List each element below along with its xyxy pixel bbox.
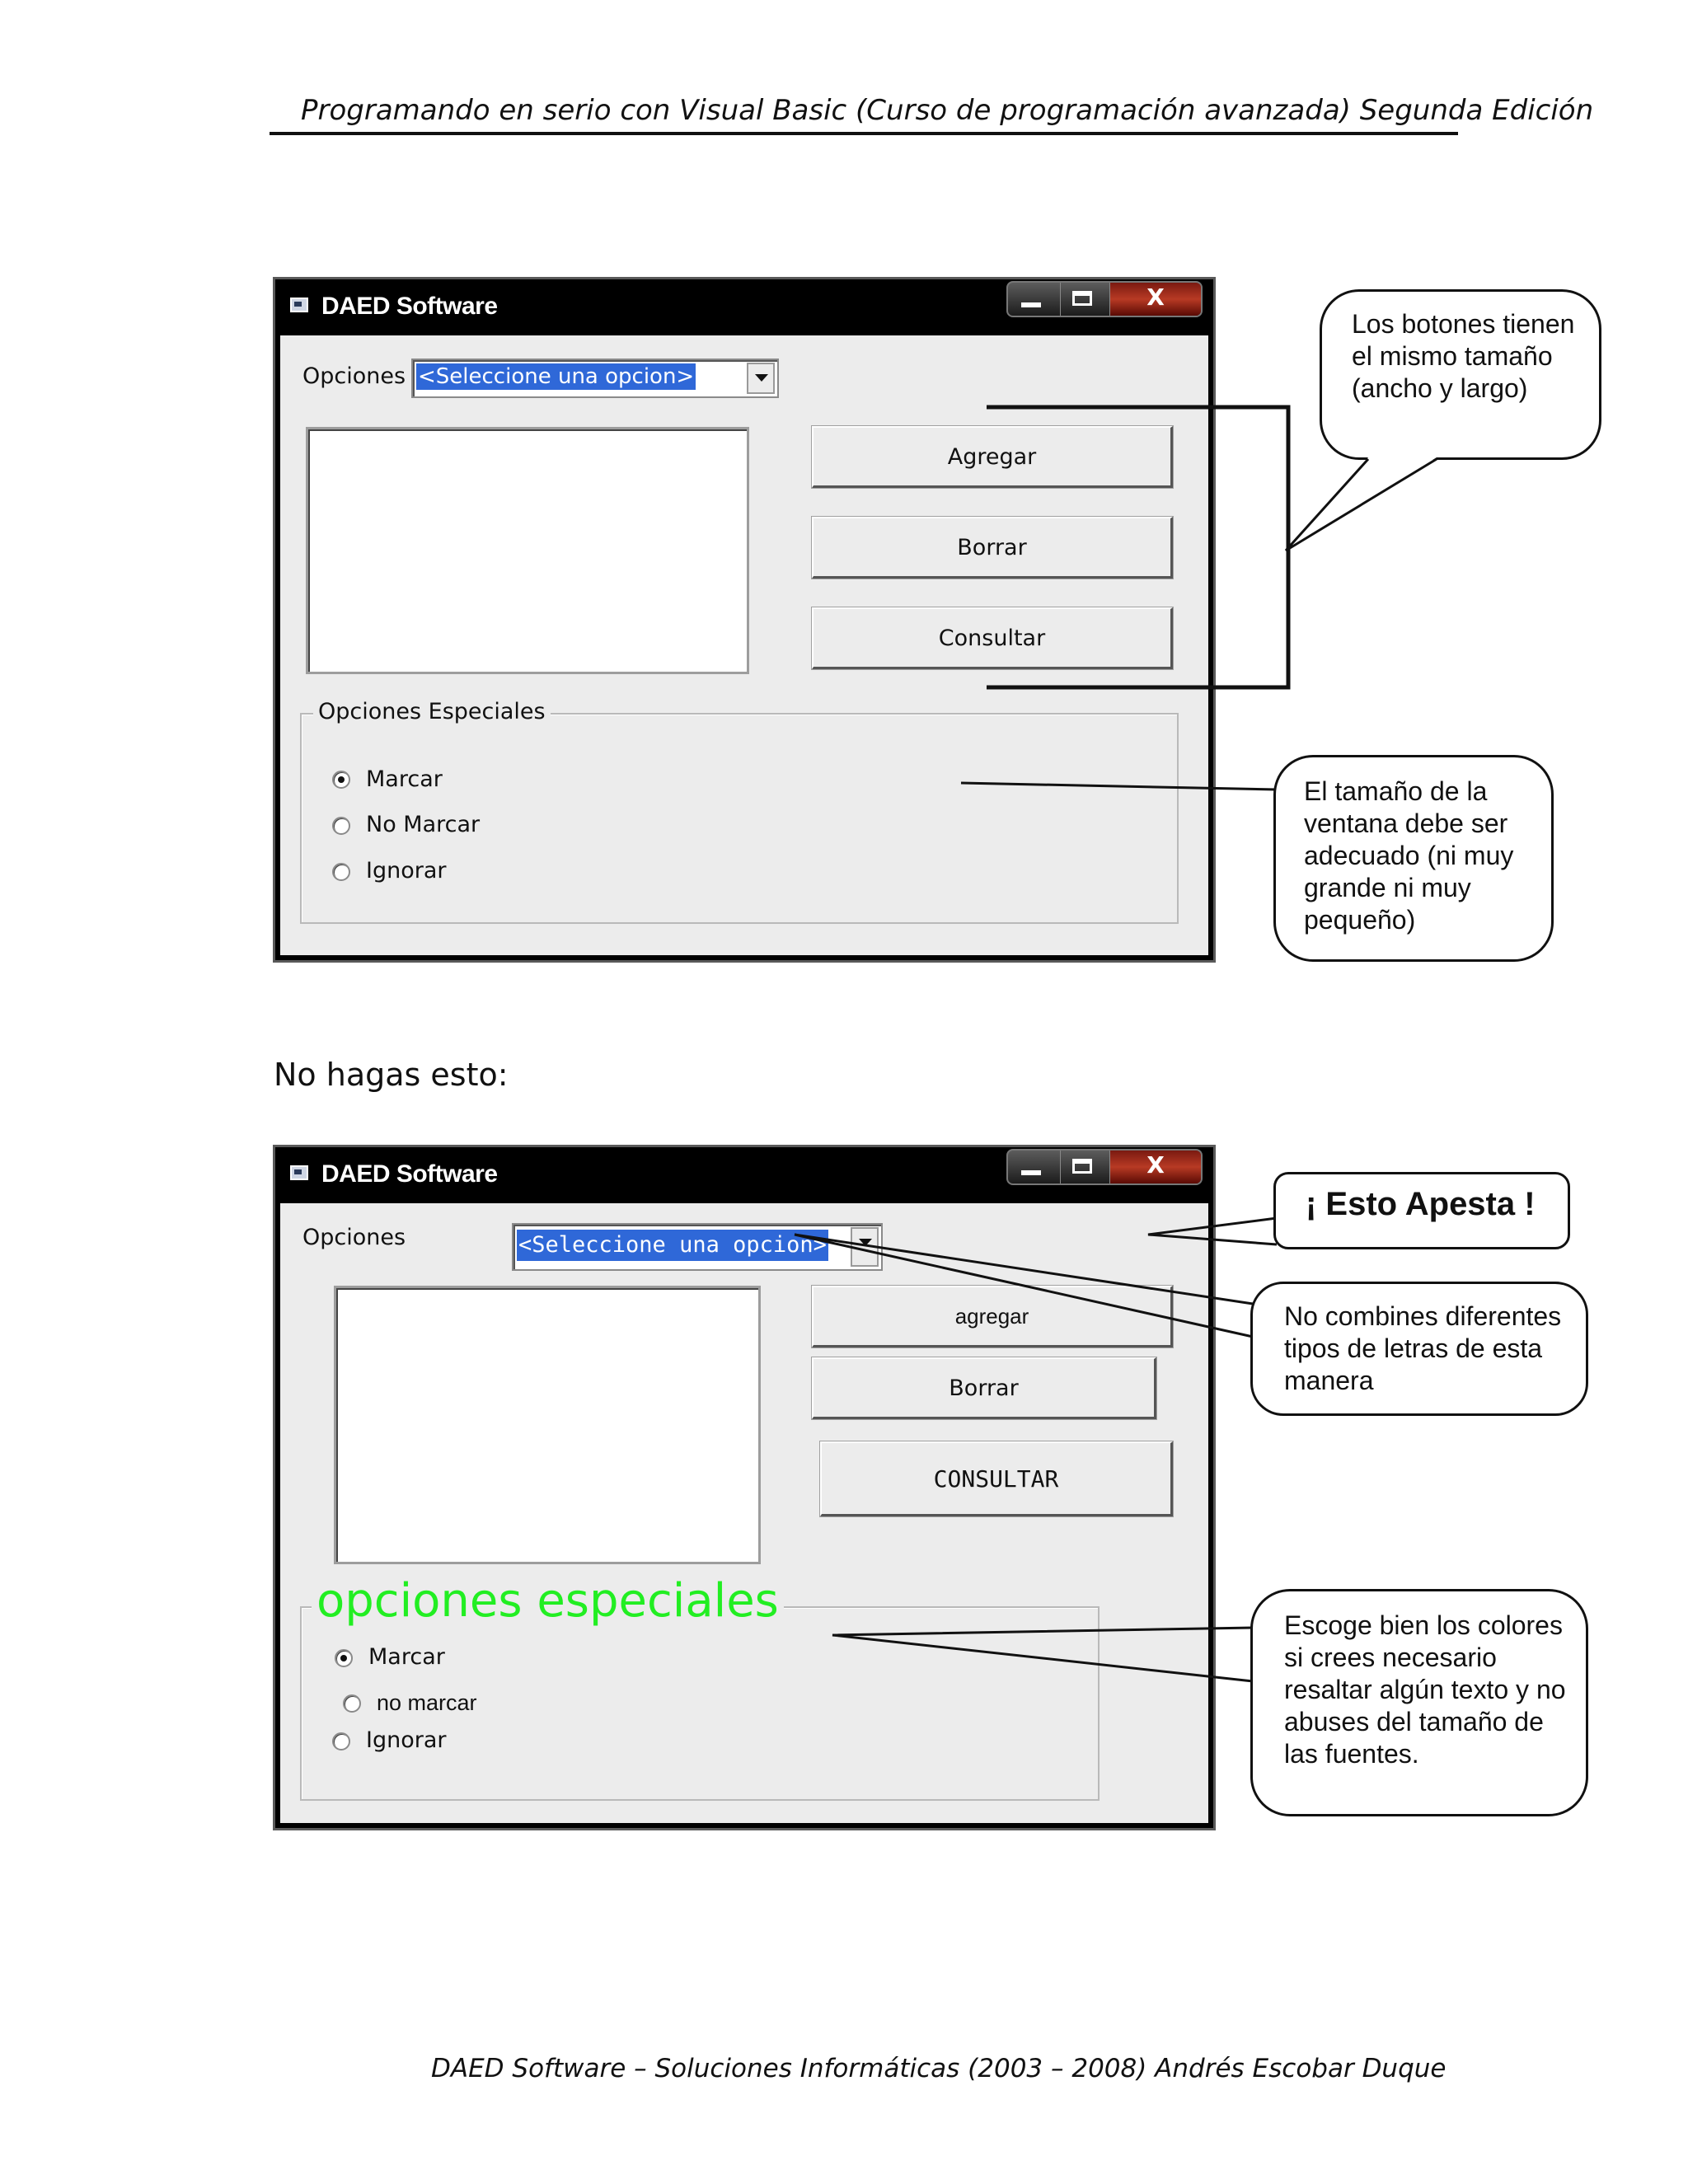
page-footer: DAED Software – Soluciones Informáticas (2003 – 2008) Andrés Escobar Duque xyxy=(431,2054,1447,2083)
radio-label: No Marcar xyxy=(366,812,481,837)
window-title: DAED Software xyxy=(321,1160,498,1188)
close-icon: X xyxy=(1146,1151,1165,1179)
callout-text: No combines diferentes tipos de letras de esta manera xyxy=(1284,1301,1562,1395)
radio-label: Ignorar xyxy=(366,858,447,883)
section-title: No hagas esto: xyxy=(274,1057,509,1093)
radio-label: Ignorar xyxy=(366,1727,447,1753)
page-header: Programando en serio con Visual Basic (Curso de programación avanzada) Segunda Edición xyxy=(301,94,1594,127)
callout-text: Escoge bien los colores si crees necesario resaltar algún texto y no abuses del tamaño de las fuentes. xyxy=(1284,1610,1566,1769)
callout-fonts xyxy=(1250,1282,1588,1416)
borrar-button[interactable]: Borrar xyxy=(812,517,1173,579)
options-label: Opciones xyxy=(302,363,406,389)
agregar-button[interactable]: agregar xyxy=(812,1286,1173,1347)
special-options-label: Opciones Especiales xyxy=(313,699,551,724)
callout-text: ¡ Esto Apesta ! xyxy=(1306,1186,1536,1222)
borrar-button[interactable]: Borrar xyxy=(812,1357,1156,1419)
close-icon: X xyxy=(1146,284,1165,311)
combo-selected-text: <Seleccione una opcion> xyxy=(418,364,695,389)
radio-label: Marcar xyxy=(368,1644,445,1670)
combo-selected-text: <Seleccione una opcion> xyxy=(517,1230,828,1261)
callout-colors xyxy=(1250,1589,1588,1816)
special-options-label: opciones especiales xyxy=(312,1574,784,1628)
agregar-button[interactable]: Agregar xyxy=(812,426,1173,488)
consultar-button[interactable]: CONSULTAR xyxy=(820,1441,1173,1516)
callout-text: Los botones tienen el mismo tamaño (ancho y largo) xyxy=(1352,309,1575,403)
window-title: DAED Software xyxy=(321,293,498,320)
callout-window-size xyxy=(1273,755,1554,962)
consultar-button[interactable]: Consultar xyxy=(812,607,1173,669)
callout-text: El tamaño de la ventana debe ser adecuado (ni muy grande ni muy pequeño) xyxy=(1304,776,1514,935)
callout-esto-apesta xyxy=(1273,1172,1570,1249)
radio-label: Marcar xyxy=(366,766,443,792)
options-label: Opciones xyxy=(302,1225,406,1250)
radio-label: no marcar xyxy=(377,1690,477,1715)
